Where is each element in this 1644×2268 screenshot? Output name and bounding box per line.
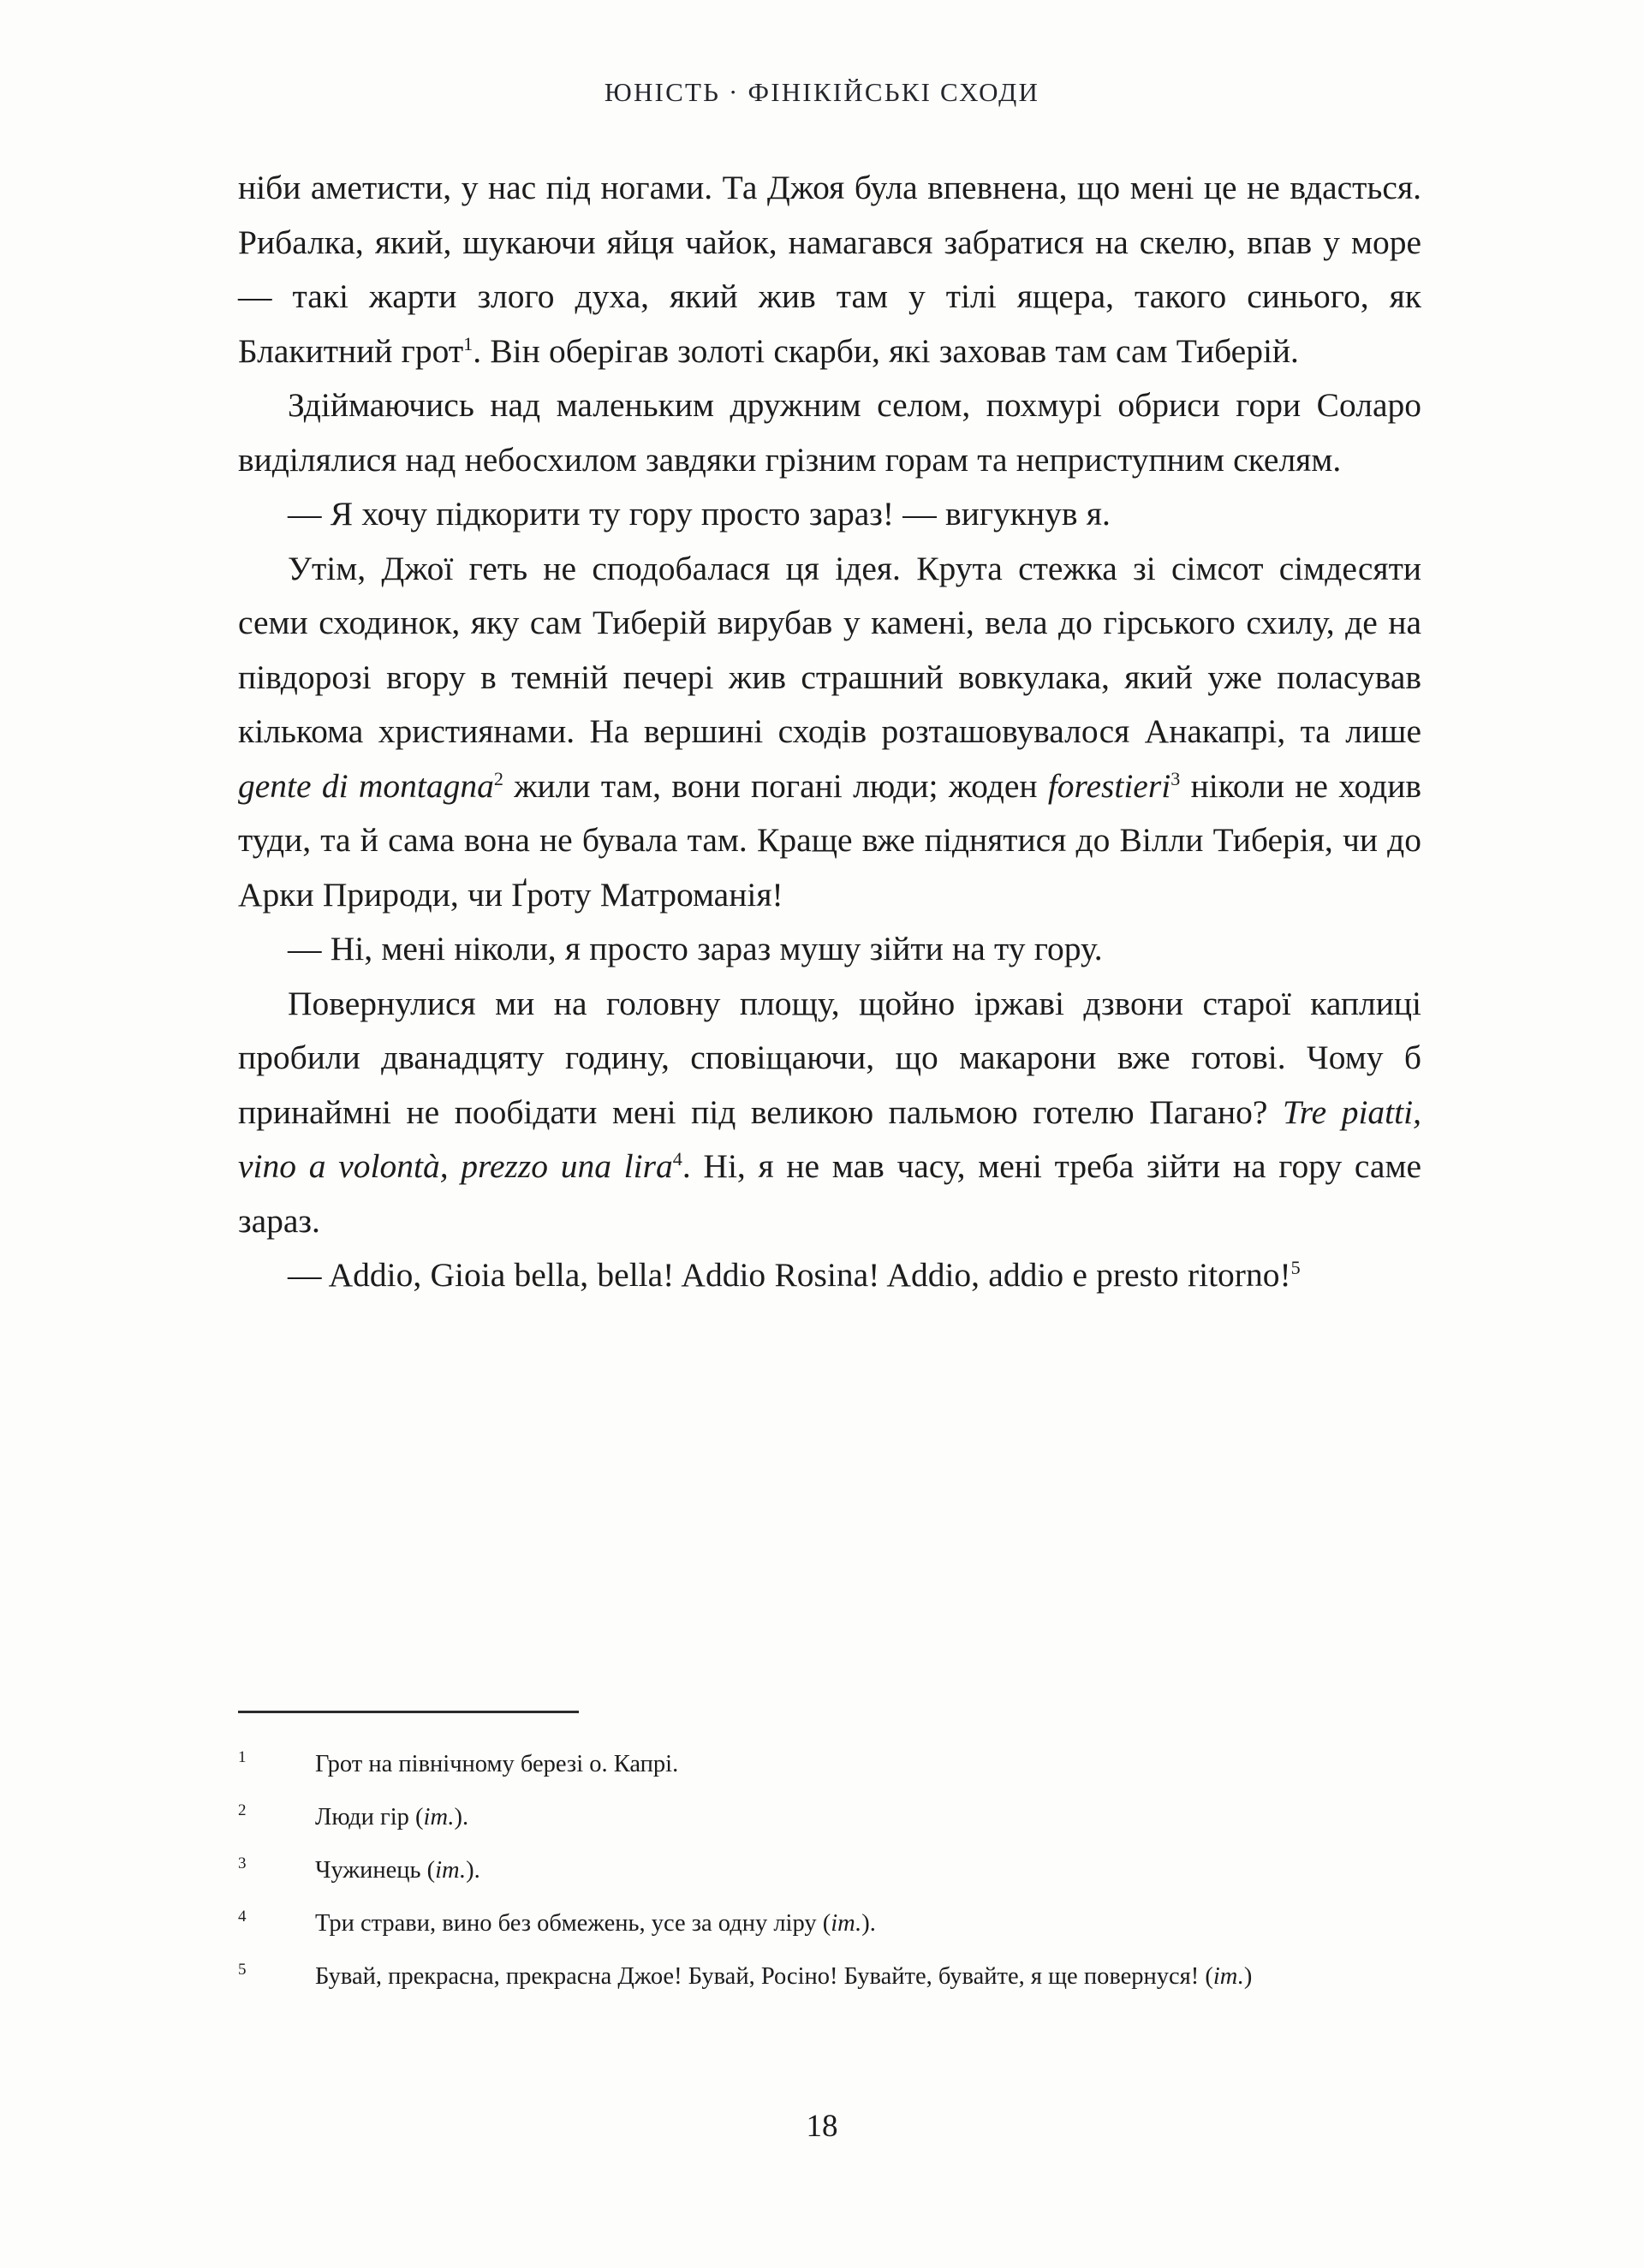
footnote-lang-abbr: іт.: [831, 1910, 862, 1937]
footnote-item: [238, 1955, 1437, 1998]
footnote-tail: ).: [454, 1804, 469, 1830]
paragraph-4-part1: Утім, Джої геть не сподобалася ця ідея. Крута стежка зі сімсот сімдесяти семи сходинок, яку сам Тиберій вирубав у камені, вела до гірського схилу, де на півдорозі вгору в темній печері жив страшний вовкулака, який уже поласував кількома християнами. На вершині сходів розташовувалося Анакапрі, та лише: [238, 549, 1421, 750]
footnote-text: Грот на північному березі о. Капрі.: [315, 1751, 679, 1777]
paragraph-1-text: ніби аметисти, у нас під ногами. Та Джоя була впевнена, що мені це не вдасться. Рибалка, який, шукаючи яйця чайок, намагався забратися на скелю, впав у море — такі жарти злого духа, який жив там у тілі ящера, такого синього, як Блакитний грот: [238, 169, 1421, 370]
footnote-text: Люди гір (: [315, 1804, 424, 1830]
footnote-separator-rule: [238, 1711, 579, 1713]
footnote-ref-4[interactable]: 4: [672, 1147, 682, 1170]
paragraph-4-part3: ніколи не ходив туди, та й сама вона не бувала там. Краще вже піднятися до Вілли Тиберія, чи до Арки Природи, чи Ґроту Матроманія!: [238, 766, 1421, 914]
footnote-ref-5[interactable]: 5: [1290, 1256, 1301, 1278]
footnote-ref-2[interactable]: 2: [493, 767, 503, 789]
paragraph-6: [238, 977, 1421, 1249]
footnote-tail: ): [1243, 1963, 1253, 1990]
paragraph-1-text-after: . Він оберігав золоті скарби, які заховав там сам Тиберій.: [473, 331, 1299, 370]
paragraph-6-part1: Повернулися ми на головну площу, щойно іржаві дзвони старої каплиці пробили дванадцяту годину, сповіщаючи, що макарони вже готові. Чому б принаймні не пообідати мені під великою пальмою готелю Пагано?: [238, 984, 1421, 1131]
paragraph-4: [238, 542, 1421, 923]
paragraph-6-part2: . Ні, я не мав часу, мені треба зійти на гору саме зараз.: [238, 1147, 1421, 1240]
footnote-tail: ).: [861, 1910, 876, 1937]
paragraph-2: Здіймаючись над маленьким дружним селом, похмурі обриси гори Соларо виділялися над небосхилом завдяки грізним горам та неприступним скелям.: [238, 386, 1421, 479]
paragraph-7-text: — Addio, Gioia bella, bella! Addio Rosina! Addio, addio e presto ritorno!: [288, 1256, 1291, 1294]
footnote-text: Три страви, вино без обмежень, усе за одну ліру (: [315, 1910, 831, 1937]
footnote-ref-3[interactable]: 3: [1170, 767, 1181, 789]
footnote-marker: 2: [238, 1801, 247, 1819]
paragraph-3-dialogue: — Я хочу підкорити ту гору просто зараз! — вигукнув я.: [288, 495, 1111, 533]
footnote-tail: ).: [466, 1857, 480, 1884]
italic-phrase-tre-piatti: Tre piatti, vino a volontà, prezzo una lira: [238, 1092, 1421, 1185]
footnote-marker: 1: [238, 1748, 247, 1766]
footnote-ref-1[interactable]: 1: [463, 332, 474, 354]
italic-phrase-gente-di-montagna: gente di montagna: [238, 766, 494, 805]
footnote-marker: 3: [238, 1854, 247, 1872]
footnote-item: [238, 1796, 1437, 1839]
italic-phrase-forestieri: forestieri: [1047, 766, 1171, 805]
footnote-lang-abbr: іт.: [423, 1804, 455, 1830]
paragraph-1: [238, 161, 1421, 378]
footnote-item: [238, 1902, 1437, 1945]
footnote-text: Чужинець (: [315, 1857, 436, 1884]
paragraph-4-part2: жили там, вони погані люди; жоден: [503, 766, 1048, 805]
body-text-block: [238, 161, 1421, 1303]
paragraph-7-dialogue: [238, 1248, 1421, 1303]
footnote-lang-abbr: іт.: [1212, 1963, 1244, 1990]
footnote-lang-abbr: іт.: [435, 1857, 467, 1884]
footnote-text: Бувай, прекрасна, прекрасна Джое! Бувай, Росіно! Бувайте, бувайте, я ще повернуся! (: [315, 1963, 1213, 1990]
paragraph-5-dialogue: — Ні, мені ніколи, я просто зараз мушу зійти на ту гору.: [288, 930, 1103, 967]
footnotes-block: [238, 1743, 1437, 2009]
footnote-marker: 4: [238, 1908, 247, 1926]
page-number: 18: [806, 2109, 838, 2144]
footnote-item: [238, 1849, 1437, 1892]
running-head: ЮНІСТЬ · ФІНІКІЙСЬКІ СХОДИ: [604, 77, 1040, 107]
footnote-marker: 5: [238, 1961, 247, 1979]
footnote-item: [238, 1743, 1437, 1786]
